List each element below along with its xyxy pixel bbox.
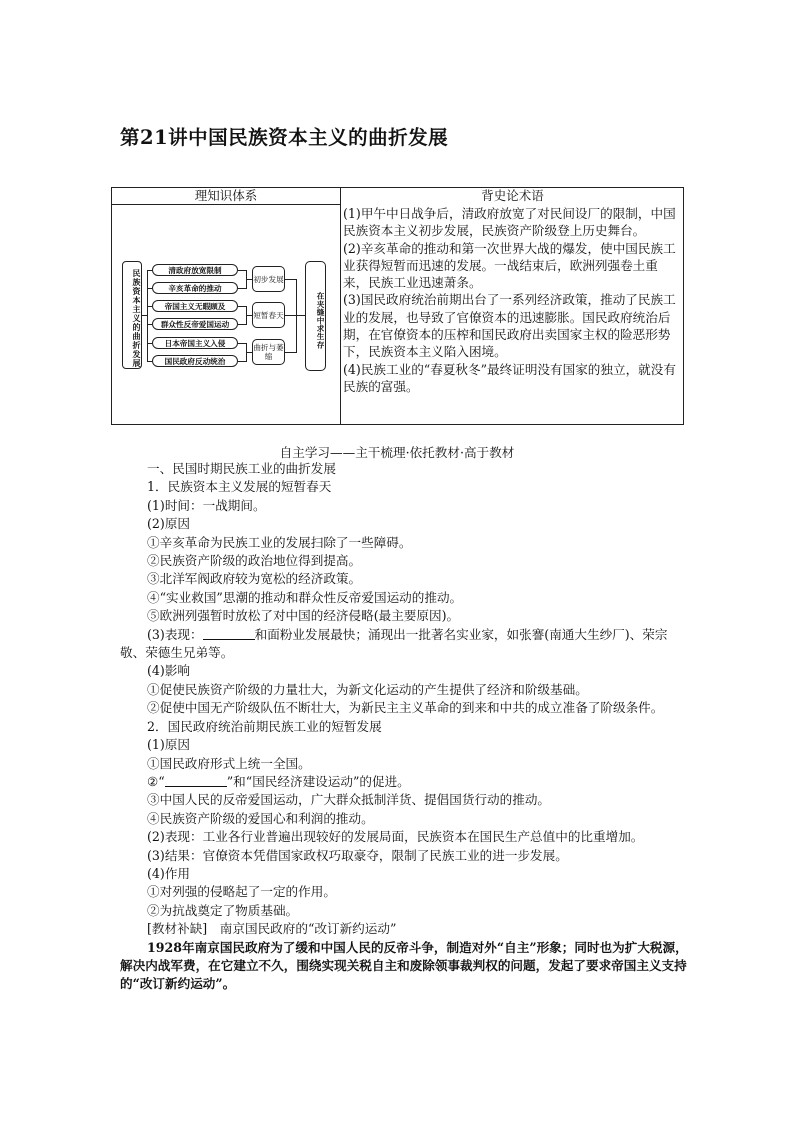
heading-level2: 2．国民政府统治前期民族工业的短暂发展 [147,718,382,734]
statement-item: (1)甲午中日战争后，清政府放宽了对民间设厂的限制，中国民族资本主义初步发展，民族资产阶级登上历史舞台。 [343,206,676,239]
left-column-header: 理知识体系 [194,188,258,203]
mindmap-connector [285,315,296,316]
supplement-title: [教材补缺] 南京国民政府的“改订新约运动” [147,921,397,937]
outline-item: ①促使民族资产阶级的力量壮大，为新文化运动的产生提供了经济和阶级基础。 [147,681,588,697]
mindmap-connector [285,279,296,280]
statement-item: (3)国民政府统治前期出台了一系列经济政策，推动了民族工业的发展，也导致了官僚资本的迅速膨胀。国民政府统治后期，在官僚资本的压榨和国民政府出卖国家主权的险恶形势下，民族资本主义陷入困境。 [343,292,676,360]
outline-item: (1)原因 [147,737,191,753]
outline-text: ”和“国民经济建设运动”的促进。 [226,773,410,789]
outline-item: (4)影响 [147,663,191,679]
fill-blank[interactable] [165,773,227,787]
mindmap-connector [238,324,246,325]
fill-blank[interactable] [203,626,255,640]
mindmap-stage: 曲折与萎缩 [252,339,285,365]
outline-item: ④民族资产阶级的爱国心和利润的推动。 [147,810,374,826]
page-title: 第21讲中国民族资本主义的曲折发展 [120,126,449,149]
mindmap-stage: 短暂春天 [252,302,285,328]
heading-level2: 1．民族资本主义发展的短暂春天 [147,479,332,495]
outline-item: ②民族资产阶级的政治地位得到提高。 [147,553,362,569]
outline-item: ②为抗战奠定了物质基础。 [147,902,299,918]
outline-item: (3)结果：官僚资本凭借国家政权巧取豪夺，限制了民族工业的进一步发展。 [147,847,568,863]
mindmap-cause: 辛亥革命的推动 [152,282,238,294]
mindmap-cause: 清政府放宽限制 [152,264,238,276]
right-column-header: 背史论术语 [481,188,544,203]
mindmap-root: 民族资本主义的曲折发展 [122,261,142,369]
statement-list [343,205,683,395]
mindmap-cause: 群众性反帝爱国运动 [152,318,238,330]
mindmap-connector [147,270,148,362]
outline-item: ①国民政府形式上统一全国。 [147,755,311,771]
outline-text: ②“ [147,773,165,789]
intro-table [111,187,684,425]
mindmap-cause: 帝国主义无暇顾及 [152,300,238,312]
mindmap-connector [238,270,246,271]
statement-item: (4)民族工业的“春夏秋冬”最终证明没有国家的独立，就没有民族的富强。 [343,361,676,394]
mindmap-connector [238,361,246,362]
mindmap-cause: 日本帝国主义入侵 [152,337,238,349]
mindmap-final: 在夹缝中求生存 [305,261,326,371]
supplement-text: 1928年南京国民政府为了缓和中国人民的反帝斗争，制造对外“自主”形象；同时也为扩大税源，解决内战军费，在它建立不久，围绕实现关税自主和废除领事裁判权的问题，发起了要求帝国主义支持的“改订新约运动”。 [120,939,688,992]
outline-item: ⑤欧洲列强暂时放松了对中国的经济侵略(最主要原因)。 [147,608,460,624]
outline-item [120,773,690,791]
outline-item: ①对列强的侵略起了一定的作用。 [147,884,336,900]
mindmap-connector [296,279,297,353]
outline-item: ③中国人民的反帝爱国运动，广大群众抵制洋货、提倡国货行动的推动。 [147,792,550,808]
mindmap-connector [238,306,246,307]
outline-item: (4)作用 [147,865,191,881]
outline-item [120,626,690,663]
section-header: 自主学习——主干梳理·依托教材·高于教材 [279,445,515,460]
outline-item: (1)时间：一战期间。 [147,497,266,513]
column-divider [340,188,341,424]
mindmap-stage: 初步发展 [252,266,285,292]
outline-body [120,460,690,994]
outline-item: ③北洋军阀政府较为宽松的经济政策。 [147,571,362,587]
outline-item: (2)表现：工业各行业普遍出现较好的发展局面，民族资本在国民生产总值中的比重增加。 [147,829,644,845]
outline-text: 和面粉业发展最快；涌现出一批著名实业家，如张謇(南通大生纱厂)、荣宗敬、荣德生兄弟等。 [120,626,668,661]
mindmap-connector [238,288,246,289]
outline-item: ④“实业救国”思潮的推动和群众性反帝爱国运动的推动。 [147,589,463,605]
outline-item: (2)原因 [147,516,191,532]
mindmap-connector [238,343,246,344]
statement-item: (2)辛亥革命的推动和第一次世界大战的爆发，使中国民族工业获得短暂而迅速的发展。一战结束后，欧洲列强卷土重来，民族工业迅速萧条。 [343,240,676,291]
outline-text: (3)表现： [147,626,203,642]
heading-level1: 一、民国时期民族工业的曲折发展 [147,461,336,476]
outline-item: ②促使中国无产阶级队伍不断壮大，为新民主主义革命的到来和中共的成立准备了阶级条件。 [147,700,664,716]
mindmap-cause: 国民政府反动统治 [152,355,238,367]
header-divider [112,204,340,205]
outline-item: ①辛亥革命为民族工业的发展扫除了一些障碍。 [147,534,412,550]
mindmap-connector [285,352,296,353]
mindmap-connector [296,315,305,316]
